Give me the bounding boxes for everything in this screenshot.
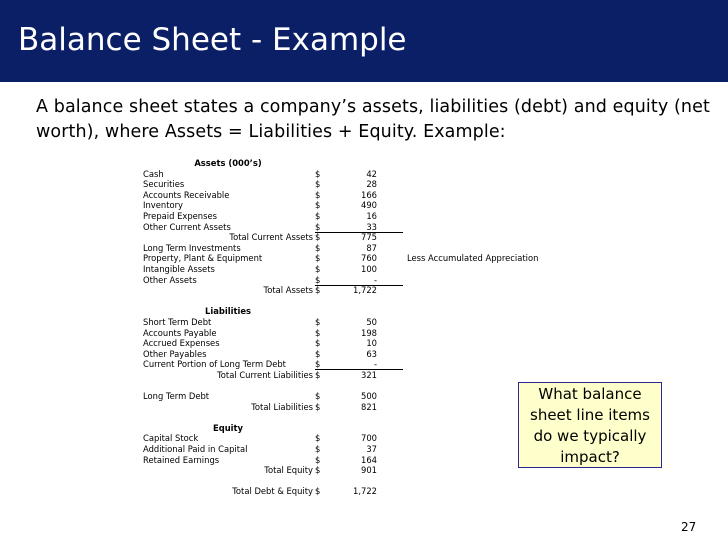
- total-value: 901: [361, 465, 377, 476]
- total-row: [143, 402, 573, 413]
- currency: $: [315, 274, 321, 285]
- callout-line: impact?: [560, 448, 620, 466]
- currency: $: [315, 263, 321, 274]
- line-item: [143, 222, 573, 233]
- callout-line: sheet line items: [530, 406, 650, 424]
- line-value: 490: [361, 200, 377, 211]
- currency: $: [315, 369, 321, 380]
- line-label: Prepaid Expenses: [143, 210, 217, 221]
- intro-text: A balance sheet states a company’s assets, liabilities (debt) and equity (net worth), where Assets = Liabilities + Equity. Example:: [36, 97, 710, 142]
- currency: $: [315, 179, 321, 190]
- currency: $: [315, 454, 321, 465]
- equity-header: Equity: [212, 422, 243, 433]
- slide-title: Balance Sheet - Example: [18, 22, 407, 58]
- line-label: Accounts Payable: [143, 327, 217, 338]
- line-label: Long Term Debt: [143, 391, 210, 402]
- line-item: [143, 444, 573, 455]
- line-item: [143, 253, 573, 264]
- currency: $: [315, 232, 321, 243]
- currency: $: [315, 168, 321, 179]
- currency: $: [315, 359, 321, 370]
- total-label: Total Debt & Equity: [232, 486, 313, 497]
- total-label: Total Assets: [263, 285, 313, 296]
- title-bar: [0, 0, 728, 82]
- line-item: [143, 169, 573, 180]
- total-label: Total Liabilities: [251, 401, 313, 412]
- line-value: 164: [361, 454, 377, 465]
- line-label: Short Term Debt: [143, 316, 212, 327]
- total-row: [143, 285, 573, 296]
- line-item: [143, 317, 573, 328]
- line-value: 100: [361, 263, 377, 274]
- line-value: 760: [361, 253, 377, 264]
- line-value: 500: [361, 391, 377, 402]
- balance-sheet-table: [143, 158, 573, 497]
- line-label: Additional Paid in Capital: [143, 444, 248, 455]
- total-value: 775: [361, 232, 377, 243]
- line-item: [143, 328, 573, 339]
- total-value: 321: [361, 369, 377, 380]
- line-value: 700: [361, 433, 377, 444]
- page-number: 27: [681, 520, 697, 534]
- line-item: [143, 179, 573, 190]
- currency: $: [315, 210, 321, 221]
- line-note: Less Accumulated Appreciation: [407, 253, 539, 264]
- line-value: -: [373, 359, 377, 370]
- total-label: Total Current Assets: [229, 232, 313, 243]
- line-value: 63: [366, 348, 377, 359]
- line-item: [143, 264, 573, 275]
- assets-header: Assets (000’s): [194, 158, 262, 168]
- line-label: Other Assets: [143, 274, 197, 285]
- line-value: 50: [366, 316, 377, 327]
- line-value: -: [373, 274, 377, 285]
- line-value: 166: [361, 189, 377, 200]
- line-item: [143, 200, 573, 211]
- currency: $: [315, 221, 321, 232]
- total-value: 821: [361, 401, 377, 412]
- total-label: Total Equity: [264, 465, 313, 476]
- callout-line: What balance: [538, 385, 642, 403]
- currency: $: [315, 486, 321, 497]
- line-label: Cash: [143, 168, 164, 179]
- line-label: Accrued Expenses: [143, 338, 220, 349]
- total-row: [143, 370, 573, 381]
- currency: $: [315, 348, 321, 359]
- total-row: [143, 486, 573, 497]
- line-value: 10: [366, 338, 377, 349]
- line-label: Long Term Investments: [143, 242, 241, 253]
- line-value: 28: [366, 179, 377, 190]
- line-label: Property, Plant & Equipment: [143, 253, 263, 264]
- line-label: Securities: [143, 179, 185, 190]
- line-item: [143, 433, 573, 444]
- total-row: [143, 465, 573, 476]
- line-value: 42: [366, 168, 377, 179]
- currency: $: [315, 433, 321, 444]
- currency: $: [315, 391, 321, 402]
- line-value: 198: [361, 327, 377, 338]
- line-item: [143, 211, 573, 222]
- line-label: Retained Earnings: [143, 454, 220, 465]
- line-item: [143, 359, 573, 370]
- line-label: Inventory: [143, 200, 184, 211]
- line-item: [143, 338, 573, 349]
- currency: $: [315, 465, 321, 476]
- line-value: 87: [366, 242, 377, 253]
- total-value: 1,722: [353, 285, 377, 296]
- line-item: [143, 455, 573, 466]
- line-item: [143, 190, 573, 201]
- currency: $: [315, 189, 321, 200]
- currency: $: [315, 444, 321, 455]
- line-label: Accounts Receivable: [143, 189, 230, 200]
- total-value: 1,722: [353, 486, 377, 497]
- liabilities-header: Liabilities: [204, 306, 251, 317]
- question-callout: [518, 382, 662, 468]
- line-label: Current Portion of Long Term Debt: [143, 359, 286, 370]
- callout-line: do we typically: [533, 427, 647, 445]
- line-label: Other Current Assets: [143, 221, 231, 232]
- line-value: 16: [366, 210, 377, 221]
- currency: $: [315, 338, 321, 349]
- line-value: 37: [366, 444, 377, 455]
- total-row: [143, 232, 573, 243]
- currency: $: [315, 327, 321, 338]
- currency: $: [315, 253, 321, 264]
- currency: $: [315, 401, 321, 412]
- line-item: [143, 275, 573, 286]
- currency: $: [315, 285, 321, 296]
- line-item: [143, 349, 573, 360]
- line-label: Intangible Assets: [143, 263, 215, 274]
- line-item: [143, 243, 573, 254]
- line-label: Other Payables: [143, 348, 207, 359]
- line-item: [143, 391, 573, 402]
- line-value: 33: [366, 221, 377, 232]
- line-label: Capital Stock: [143, 433, 199, 444]
- currency: $: [315, 200, 321, 211]
- currency: $: [315, 316, 321, 327]
- currency: $: [315, 242, 321, 253]
- total-label: Total Current Liabilities: [217, 369, 313, 380]
